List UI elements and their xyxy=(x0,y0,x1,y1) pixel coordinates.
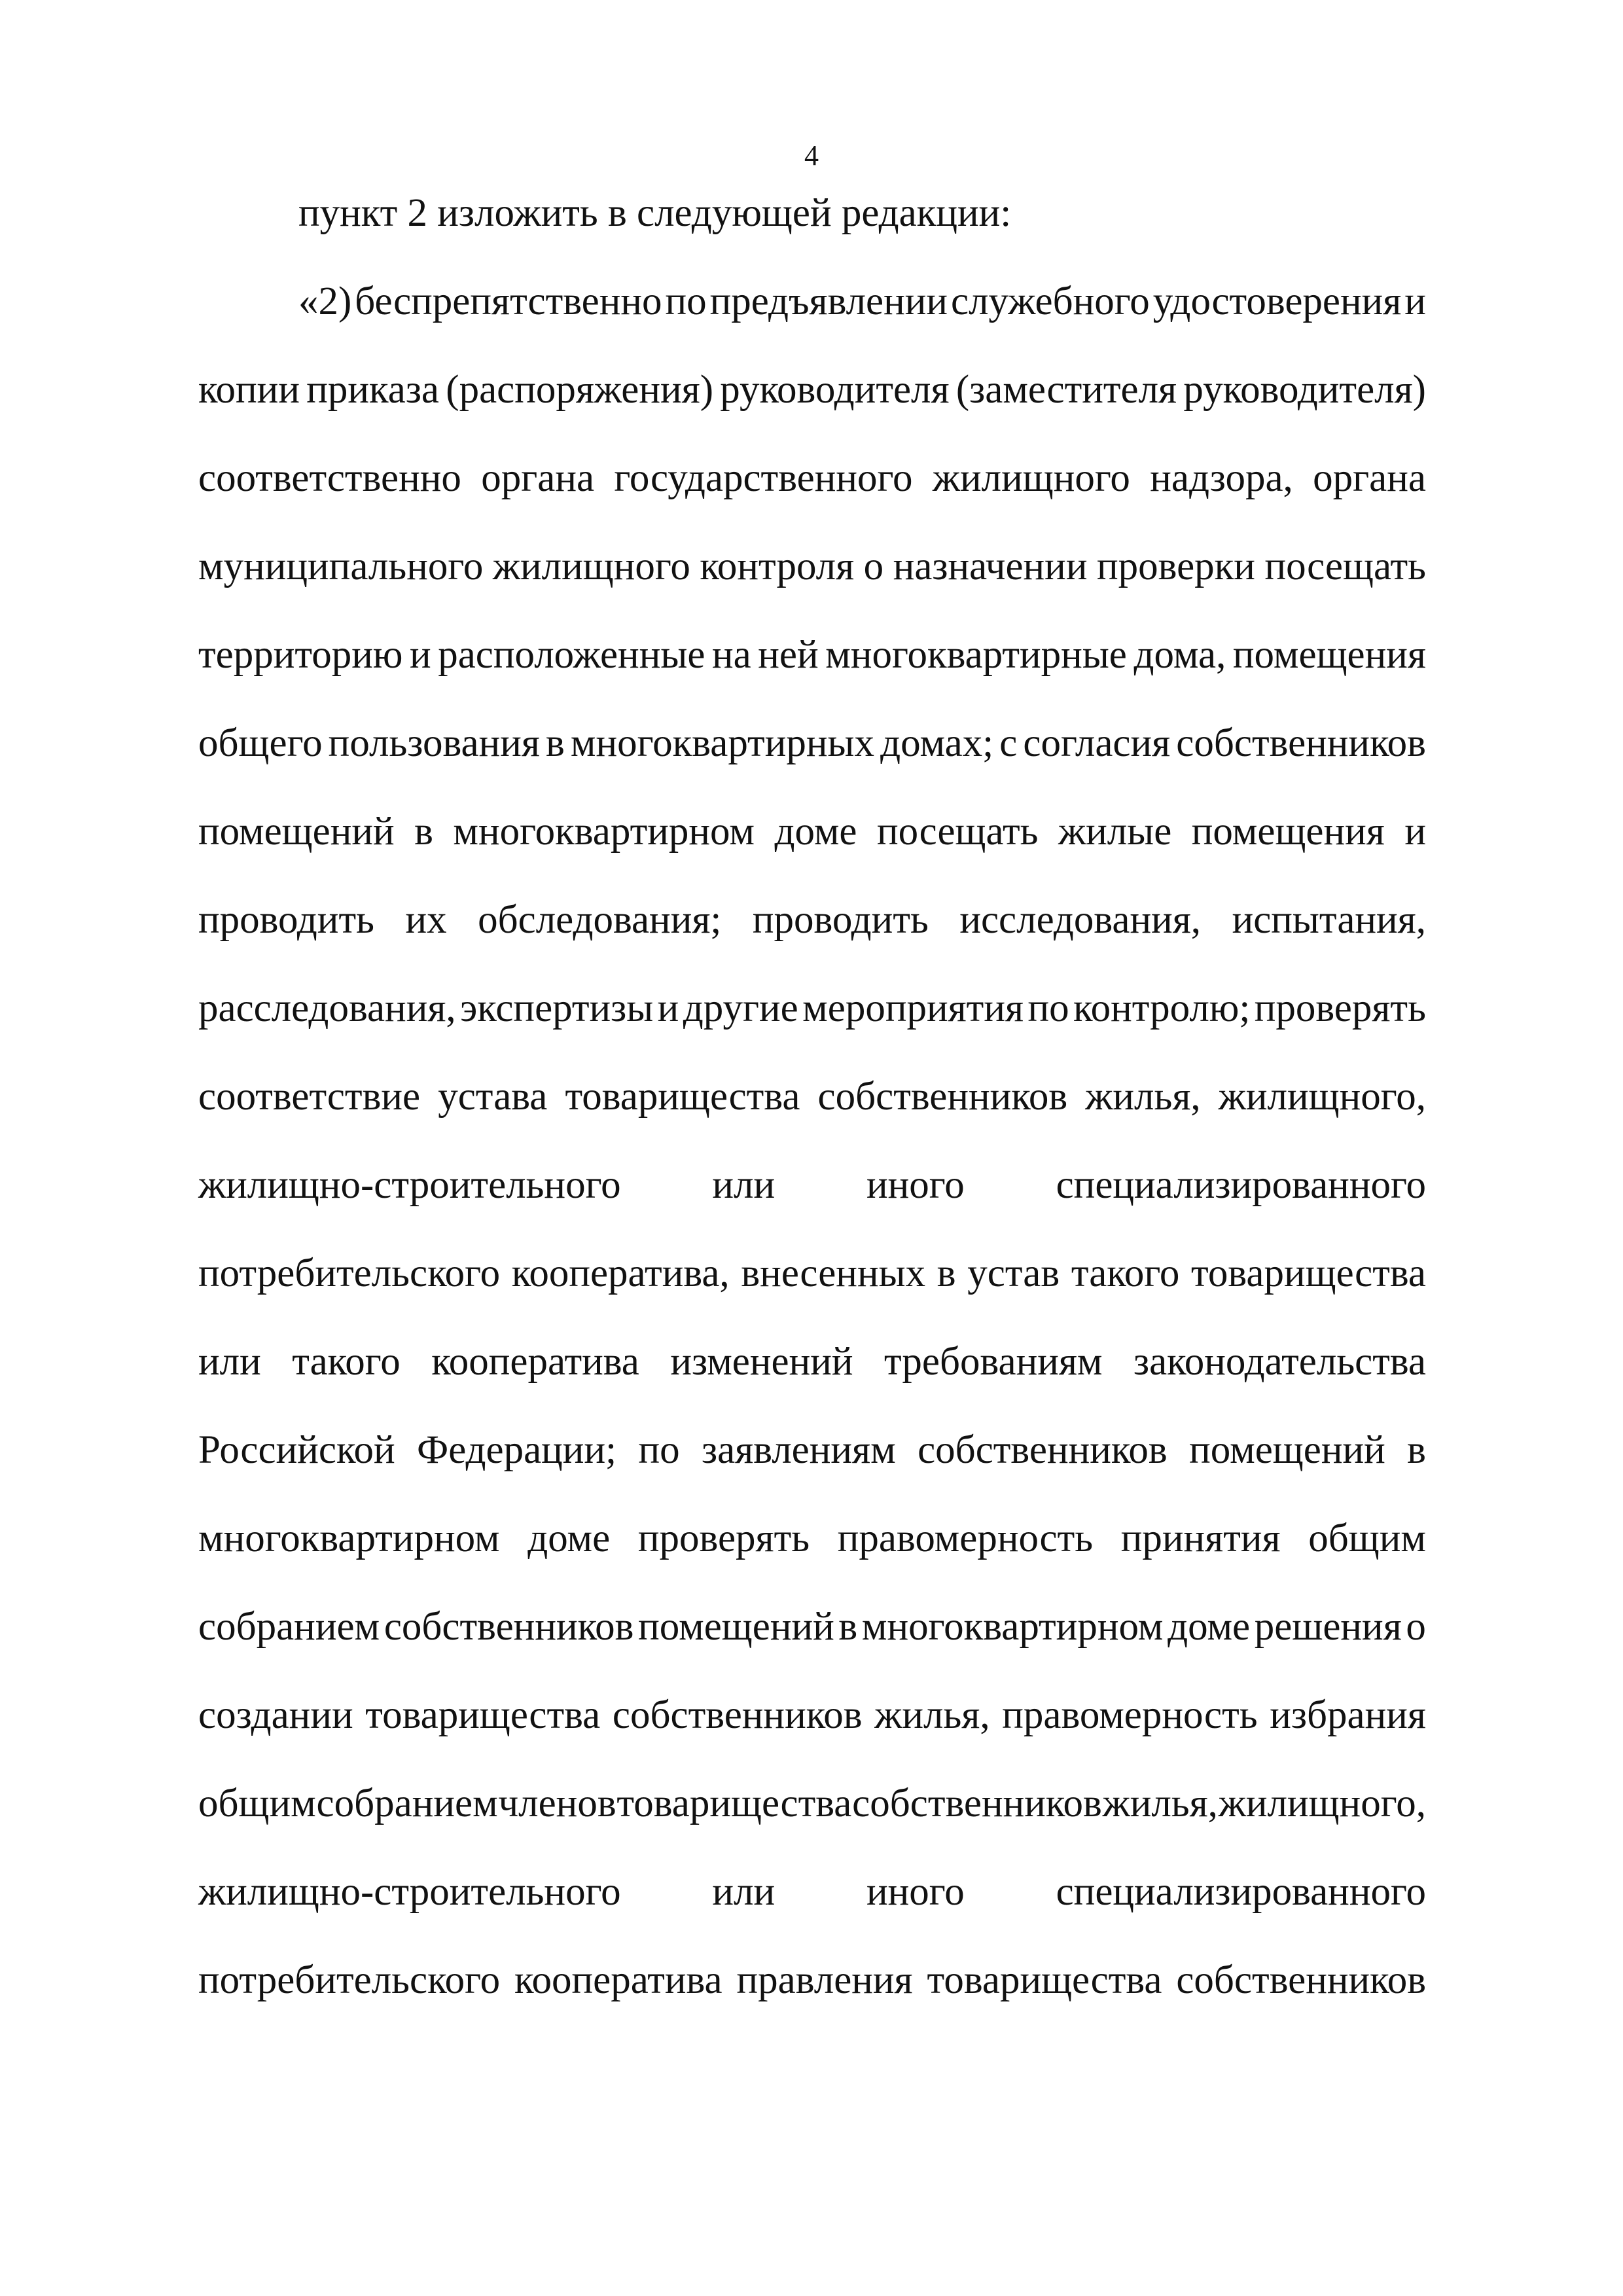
word: исследования, xyxy=(959,898,1202,942)
word: в xyxy=(1407,1428,1426,1472)
word: соответственно xyxy=(198,456,461,500)
word: многоквартирном xyxy=(861,1605,1164,1649)
word: экспертизы xyxy=(460,986,654,1030)
word: доме xyxy=(1168,1605,1251,1649)
word: правомерность xyxy=(837,1516,1094,1560)
word: контролю; xyxy=(1073,986,1251,1030)
word: органа xyxy=(1313,456,1426,500)
word: специализированного xyxy=(1056,1163,1426,1207)
word: помещения xyxy=(1191,810,1385,853)
word: такого xyxy=(292,1340,401,1384)
word: копии xyxy=(198,368,300,412)
word: заявлениям xyxy=(701,1428,896,1472)
word: государственного xyxy=(614,456,913,500)
word: собранием xyxy=(316,1782,498,1825)
text-line xyxy=(198,1406,1426,1494)
word: проводить xyxy=(198,898,374,942)
page-number: 4 xyxy=(804,139,819,171)
text-line xyxy=(198,522,1426,611)
text-line xyxy=(198,1494,1426,1583)
text-line xyxy=(198,1141,1426,1229)
text-line xyxy=(198,1848,1426,1936)
word: жилищного, xyxy=(1218,1075,1426,1119)
word: в xyxy=(936,1251,956,1295)
word: согласия xyxy=(1023,721,1171,765)
word: правомерность xyxy=(1002,1693,1258,1737)
text-line xyxy=(198,611,1426,699)
word: помещений xyxy=(198,810,395,853)
word: и xyxy=(1404,810,1426,853)
word: товарищества xyxy=(1191,1251,1426,1295)
word: иного xyxy=(866,1870,965,1914)
word: создании xyxy=(198,1693,353,1737)
word: товарищества xyxy=(927,1958,1162,2002)
word: товарищества xyxy=(365,1693,601,1737)
word: по xyxy=(665,279,707,323)
text-line xyxy=(198,1229,1426,1318)
word: в xyxy=(546,721,565,765)
word: решения xyxy=(1254,1605,1402,1649)
word: собственников xyxy=(918,1428,1168,1472)
word: обследования; xyxy=(478,898,722,942)
word: помещений xyxy=(638,1605,834,1649)
word: с xyxy=(999,721,1018,765)
word: Российской xyxy=(198,1428,395,1472)
word: проверять xyxy=(1254,986,1426,1030)
word: принятия xyxy=(1120,1516,1281,1560)
word: руководителя xyxy=(720,368,950,412)
word: предъявлении xyxy=(709,279,948,323)
word: по xyxy=(1027,986,1069,1030)
word: жилищно-строительного xyxy=(198,1163,621,1207)
word: назначении xyxy=(893,545,1088,588)
word: или xyxy=(712,1163,776,1207)
word: доме xyxy=(527,1516,611,1560)
word: посещать xyxy=(877,810,1039,853)
word: жилые xyxy=(1058,810,1172,853)
word: собранием xyxy=(198,1605,380,1649)
word: жилищного, xyxy=(1218,1782,1426,1825)
word: многоквартирные xyxy=(825,633,1127,677)
word: кооператива, xyxy=(511,1251,730,1295)
word: членов xyxy=(498,1782,616,1825)
word: собственников xyxy=(1176,1958,1426,2002)
word: внесенных xyxy=(741,1251,926,1295)
word: удостоверения xyxy=(1152,279,1402,323)
word: помещений xyxy=(1189,1428,1385,1472)
text-line xyxy=(198,1052,1426,1141)
word: жилищного xyxy=(492,545,690,588)
word: жилья, xyxy=(1085,1075,1201,1119)
word: устав xyxy=(967,1251,1060,1295)
word: посещать xyxy=(1264,545,1426,588)
word: потребительского xyxy=(198,1958,501,2002)
word: (распоряжения) xyxy=(446,368,714,412)
word: о xyxy=(1406,1605,1426,1649)
word: расследования, xyxy=(198,986,456,1030)
word: контроля xyxy=(700,545,855,588)
word: «2) xyxy=(298,279,352,323)
word: их xyxy=(405,898,447,942)
word: кооператива xyxy=(431,1340,639,1384)
word: и xyxy=(1404,279,1426,323)
word: другие xyxy=(683,986,798,1030)
word: органа xyxy=(481,456,595,500)
word: или xyxy=(712,1870,776,1914)
word: устава xyxy=(438,1075,548,1119)
body-text xyxy=(198,169,1426,2024)
word: (заместителя xyxy=(955,368,1177,412)
word: жилищного xyxy=(932,456,1130,500)
word: и xyxy=(657,986,679,1030)
word: собственников xyxy=(612,1693,863,1737)
word: расположенные xyxy=(438,633,705,677)
word: правления xyxy=(736,1958,913,2002)
line-text: пункт 2 изложить в следующей редакции: xyxy=(298,191,1012,235)
text-line xyxy=(198,1583,1426,1671)
word: беспрепятственно xyxy=(355,279,662,323)
word: изменений xyxy=(670,1340,853,1384)
word: товарищества xyxy=(565,1075,800,1119)
text-line xyxy=(198,1671,1426,1759)
word: руководителя) xyxy=(1183,368,1426,412)
text-line xyxy=(198,964,1426,1052)
word: служебного xyxy=(951,279,1150,323)
word: собственников xyxy=(817,1075,1068,1119)
word: собственников xyxy=(383,1605,634,1649)
word: жилья, xyxy=(874,1693,990,1737)
word: соответствие xyxy=(198,1075,421,1119)
word: законодательства xyxy=(1133,1340,1426,1384)
word: проводить xyxy=(752,898,929,942)
word: такого xyxy=(1071,1251,1180,1295)
word: проверки xyxy=(1096,545,1255,588)
word: требованиям xyxy=(884,1340,1103,1384)
text-line xyxy=(198,346,1426,434)
word: дома, xyxy=(1133,633,1226,677)
word: проверять xyxy=(637,1516,810,1560)
text-line xyxy=(198,699,1426,787)
word: помещения xyxy=(1232,633,1426,677)
word: избрания xyxy=(1270,1693,1426,1737)
word: кооператива xyxy=(514,1958,722,2002)
word: жилья, xyxy=(1102,1782,1218,1825)
text-line xyxy=(198,1936,1426,2024)
text-line xyxy=(198,169,1426,257)
word: испытания, xyxy=(1232,898,1426,942)
word: надзора, xyxy=(1150,456,1293,500)
word: собственников xyxy=(1176,721,1426,765)
word: общим xyxy=(1308,1516,1426,1560)
text-line xyxy=(198,1318,1426,1406)
word: доме xyxy=(774,810,857,853)
text-line xyxy=(198,1759,1426,1848)
text-line xyxy=(198,787,1426,876)
word: общего xyxy=(198,721,323,765)
word: товарищества xyxy=(616,1782,852,1825)
word: в xyxy=(838,1605,858,1649)
word: жилищно-строительного xyxy=(198,1870,621,1914)
word: пользования xyxy=(328,721,540,765)
word: ней xyxy=(758,633,819,677)
word: или xyxy=(198,1340,261,1384)
text-line xyxy=(198,876,1426,964)
word: специализированного xyxy=(1056,1870,1426,1914)
word: на xyxy=(711,633,751,677)
word: общим xyxy=(198,1782,316,1825)
word: муниципального xyxy=(198,545,484,588)
word: домах; xyxy=(880,721,994,765)
word: и xyxy=(410,633,431,677)
word: в xyxy=(414,810,433,853)
text-line xyxy=(198,257,1426,346)
word: мероприятия xyxy=(802,986,1024,1030)
text-line xyxy=(198,434,1426,522)
word: потребительского xyxy=(198,1251,501,1295)
word: многоквартирном xyxy=(453,810,755,853)
word: по xyxy=(638,1428,680,1472)
word: о xyxy=(863,545,884,588)
word: территорию xyxy=(198,633,403,677)
word: многоквартирных xyxy=(570,721,874,765)
word: собственников xyxy=(852,1782,1102,1825)
word: приказа xyxy=(306,368,439,412)
word: многоквартирном xyxy=(198,1516,500,1560)
word: иного xyxy=(866,1163,965,1207)
word: Федерации; xyxy=(417,1428,617,1472)
